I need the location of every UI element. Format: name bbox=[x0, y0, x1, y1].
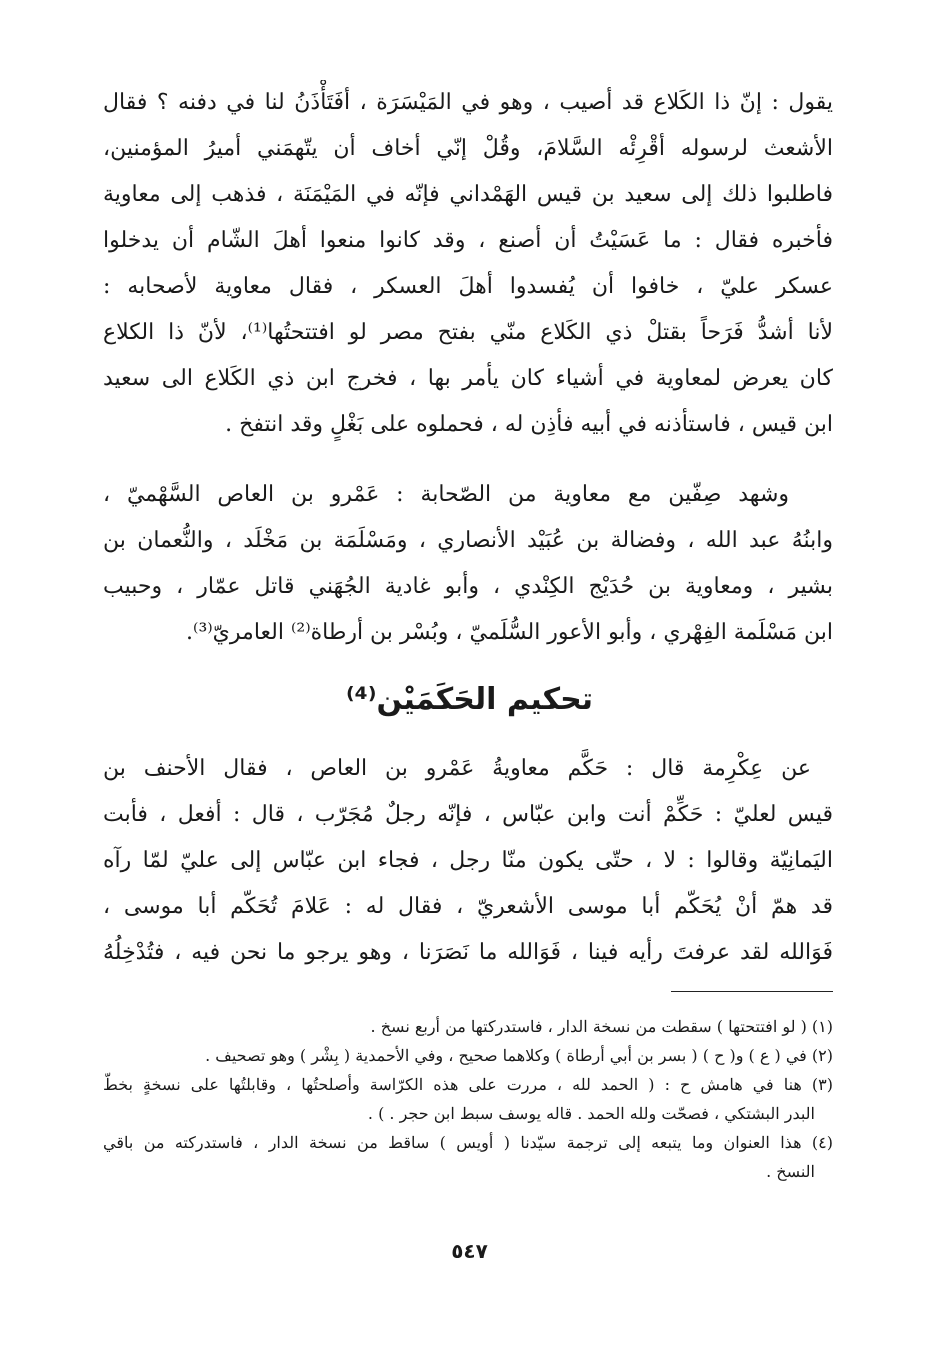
paragraph-2 bbox=[103, 472, 833, 656]
text-line: وابنُهُ عبد الله ، وفضالة بن عُبَيْد الأنصاري ، ومَسْلَمَة بن مَخْلَد ، والنُّعمان بن bbox=[103, 528, 833, 553]
text-line: كان يعرض لمعاوية في أشياء كان يأمر بها ، فخرج ابن ذي الكَلاع الى سعيد bbox=[103, 366, 833, 391]
text-line: وشهد صِفّين مع معاوية من الصّحابة : عَمْرو بن العاص السَّهْميّ ، bbox=[103, 482, 789, 507]
text-line: الأشعث لرسوله أقْرِئْه السَّلامَ، وقُلْ إنّي أخاف أن يتّهمَني أميرُ المؤمنين، bbox=[103, 136, 833, 161]
footnote-4: (٤) هذا العنوان وما يتبعه إلى ترجمة سيّدنا ( أويس ) ساقط من نسخة الدار ، فاستدركته من باقي bbox=[103, 1133, 833, 1152]
footnote-2: (٢) في ( ع ) و( ح ) ( بسر بن أبي أرطاة ) وكلاهما صحيح ، وفي الأحمدية ( بِشْر ) وهو تصحيف . bbox=[205, 1046, 833, 1065]
text-line: ابن مَسْلَمة الفِهْري ، وأبو الأعور السُّلَميّ ، وبُسْر بن أرطاة⁽²⁾ العامريّ⁽³⁾. bbox=[186, 620, 833, 645]
text-line: قد همّ أنْ يُحَكّم أبا موسى الأشعريّ ، فقال له : عَلامَ تُحَكّم أبا موسى ، bbox=[103, 894, 833, 919]
page-number: ٥٤٧ bbox=[451, 1239, 488, 1263]
footnotes bbox=[103, 1012, 833, 1186]
text-line: لأنا أشدُّ فَرَحاً بقتلْ ذي الكَلاع منّي بفتح مصر لو افتتحتُها⁽¹⁾، لأنّ ذا الكلاع bbox=[103, 320, 833, 345]
text-line: عسكر عليّ ، خافوا أن يُفسدوا أهلَ العسكر ، فقال معاوية لأصحابه : bbox=[103, 274, 833, 299]
footnote-3-continued: البدر البشتكي ، فصحّت ولله الحمد . قاله يوسف سبط ابن حجر . ) . bbox=[367, 1104, 815, 1123]
paragraph-1 bbox=[103, 80, 833, 448]
text-line: فأخبره فقال : ما عَسَيْتُ أن أصنع ، وقد كانوا منعوا أهلَ الشّام أن يدخلوا bbox=[103, 228, 833, 253]
text-line: قيس لعليّ : حَكِّمْ أنت وابن عبّاس ، فإنّه رجلٌ مُجَرّب ، قال : أفعل ، فأبت bbox=[103, 802, 833, 827]
text-line: اليَمانِيّة وقالوا : لا ، حتّى يكون منّا رجل ، فجاء ابن عبّاس إلى عليّ لمّا رآه bbox=[103, 848, 833, 873]
text-line: ابن قيس ، فاستأذنه في أبيه فأذِن له ، فحملوه على بَغْلٍ وقد انتفخ . bbox=[225, 412, 833, 437]
footnote-divider bbox=[671, 991, 833, 992]
text-line: فَوَالله لقد عرفتَ رأيه فينا ، فَوَالله ما نَصَرَنا ، وهو يرجو ما نحن فيه ، فتُدْخِلُهُ bbox=[103, 940, 833, 965]
text-line: فاطلبوا ذلك إلى سعيد بن قيس الهَمْداني فإنّه في المَيْمَنَة ، فذهب إلى معاوية bbox=[103, 182, 833, 207]
section-heading: تحكيم الحَكَمَيْن⁽⁴⁾ bbox=[346, 682, 593, 717]
text-line: يقول : إنّ ذا الكَلاع قد أصيب ، وهو في المَيْسَرَة ، أفَتَأْذَنُ لنا في دفنه ؟ فقال bbox=[103, 90, 833, 115]
paragraph-3 bbox=[103, 746, 833, 976]
text-line: بشير ، ومعاوية بن حُدَيْج الكِنْدي ، وأبو غادية الجُهَني قاتل عمّار ، وحبيب bbox=[103, 574, 833, 599]
text-line: عن عِكْرِمة قال : حَكَّم معاويةُ عَمْرو بن العاص ، فقال الأحنف بن bbox=[103, 756, 811, 781]
footnote-1: (١) ( لو افتتحتها ) سقطت من نسخة الدار ، فاستدركتها من أربع نسخ . bbox=[370, 1017, 833, 1036]
footnote-3: (٣) هنا في هامش ح : ( الحمد لله ، مررت على هذه الكرّاسة وأصلحتُها ، وقابلتُها على نسخةٍ بخطّ bbox=[103, 1075, 833, 1094]
footnote-4-continued: النسخ . bbox=[766, 1162, 815, 1181]
